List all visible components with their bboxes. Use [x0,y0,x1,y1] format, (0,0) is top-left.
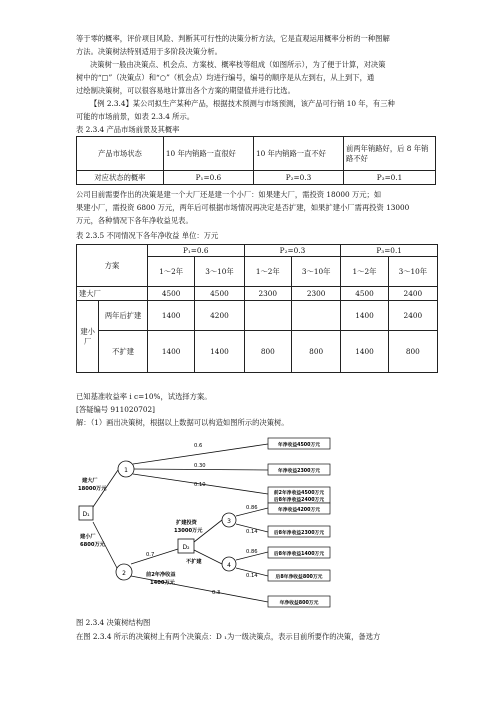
node-label: 3 [227,518,231,525]
table1-caption: 表 2.3.4 产品市场前景及其概率 [76,125,180,134]
table2-cell: 1400 [341,331,388,373]
probability-label: 0.14 [246,529,258,535]
outcome-label: 年净收益2300万元 [277,469,321,474]
table2-cell: 2300 [292,287,341,301]
probability-label: 0.3 [212,590,221,596]
table2-sub-label: 两年后扩建 [99,301,148,331]
table2-cell [292,301,341,331]
table2-prob-header: P₁=0.6 [147,245,244,257]
d2-label: D₂ [182,544,190,551]
branch-label: 建小厂 [80,534,96,540]
paragraph-line: 万元，各种情况下各年净收益见表。 [76,216,193,225]
table1-header-cell: 前两年销路好，后 8 年销路不好 [344,137,436,171]
branch-label: 扩建投资 [176,520,197,526]
table2-cell [244,301,291,331]
table2-sub-label: 不扩建 [99,331,148,373]
table2-prob-header: P₂=0.3 [244,245,341,257]
paragraph-line: 方法。决策树法特别适用于多阶段决策分析。 [76,47,222,56]
table2-cell: 1400 [341,301,388,331]
branch-label: 18000万元 [78,486,107,492]
outcome-label: 年净收益4200万元 [277,508,321,513]
table2-cell: 4500 [341,287,388,301]
probability-label: 0.30 [194,463,206,469]
probability-label: 0.6 [194,443,203,449]
branch-label: 不扩建 [186,559,202,565]
paragraph-line: 可能的市场前景，如表 2.3.4 所示。 [76,112,195,121]
table2-year-header: 3～10年 [388,257,437,287]
node-label: 1 [124,467,128,474]
table2-cell: 1400 [147,331,194,373]
paragraph-line: 树中的“□”（决策点）和“○”（机会点）均进行编号，编号的顺序是从左到右，从上到下，通 [76,73,375,82]
table1-prob-cell: P₂=0.3 [253,171,343,185]
table2-caption: 表 2.3.5 不同情况下各年净收益 单位：万元 [76,231,219,240]
outcome-label: 年净收益4500万元 [277,443,321,448]
d1-label: D₁ [82,511,90,518]
decision-tree-diagram [76,432,376,612]
table2-year-header: 1～2年 [244,257,291,287]
table2-cell: 1400 [195,331,244,373]
probability-label: 0.10 [194,482,206,488]
paragraph-line: 过绘制决策树，可以很容易地计算出各个方案的期望值并进行比选。 [76,86,295,95]
table2-cell: 2400 [388,287,437,301]
outcome-label: 前2年净收益4500万元 [273,491,325,496]
branch-label: 1400万元 [150,580,175,586]
probability-label: 0.7 [146,552,155,558]
table2-prob-header: P₃=0.1 [341,245,438,257]
outcome-label: 后8年净收益2400万元 [273,498,325,503]
figure-caption: 图 2.3.4 决策树结构图 [76,618,151,627]
table2-row-label: 建大厂 [77,287,148,301]
probability-label: 0.86 [246,505,258,511]
table1-header-cell: 10 年内销路一直很好 [163,137,253,171]
paragraph-line: 在图 2.3.4 所示的决策树上有两个决策点：D ₁为一级决策点，表示目前所要作的决策，备选方 [76,632,381,641]
table2-cell: 4500 [195,287,244,301]
paragraph-line: 决策树一般由决策点、机会点、方案枝、概率枝等组成（如图所示），为了便于计算，对决策 [90,60,386,69]
example-heading: 【例 2.3.4】某公司拟生产某种产品，根据技术预测与市场预测，该产品可行销 10 年，有三种 [90,99,395,108]
table2-year-header: 1～2年 [341,257,388,287]
probability-label: 0.14 [246,573,258,579]
table2-cell: 800 [292,331,341,373]
outcome-label: 后8年净收益2300万元 [273,531,325,536]
qa-number: [答疑编号 911020702] [76,405,155,414]
table1-row-label: 对应状态的概率 [77,171,164,185]
outcome-label: 后8年净收益800万元 [275,575,323,580]
probability-label: 0.86 [246,549,258,555]
node-label: 2 [122,570,126,577]
paragraph-line: 公司目前需要作出的决策是建一个大厂还是建一个小厂：如果建大厂，需投资 18000 万元；如 [76,190,382,199]
table2-row-label: 建小厂 [77,301,99,373]
table1-prob-cell: P₃=0.1 [344,171,436,185]
table1-header-cell: 产品市场状态 [77,137,164,171]
paragraph-line: 已知基准收益率 i c=10%，试选择方案。 [76,392,212,401]
table2-cell: 800 [388,331,437,373]
paragraph-line: 解：（1）画出决策树，根据以上数据可以构造如图所示的决策树。 [76,418,289,427]
table2-plan-header: 方案 [77,245,148,287]
table-market-prospects [76,136,436,185]
paragraph-line: 等于零的概率，评价项目风险、判断其可行性的决策分析方法，它是直观运用概率分析的一种图解 [76,34,390,43]
table2-year-header: 3～10年 [292,257,341,287]
table2-cell: 800 [244,331,291,373]
table2-cell: 4500 [147,287,194,301]
outcome-label: 后8年净收益1400万元 [273,552,325,557]
table1-header-cell: 10 年内销路一直不好 [253,137,343,171]
node-label: 4 [227,562,231,569]
table2-year-header: 3～10年 [195,257,244,287]
table1-prob-cell: P₁=0.6 [163,171,253,185]
branch-label: 13000万元 [174,528,203,534]
table2-cell: 2300 [244,287,291,301]
branch-label: 6800万元 [80,542,105,548]
table2-cell: 1400 [147,301,194,331]
table2-cell: 4200 [195,301,244,331]
paragraph-line: 果建小厂，需投资 6800 万元，两年后可根据市场情况再决定是否扩建，如果扩建小厂需再投资 13000 [76,203,410,212]
table-net-income [76,244,438,373]
branch-label: 建大厂 [82,478,98,484]
branch-label: 前2年净收益 [146,572,176,578]
table2-cell: 2400 [388,301,437,331]
outcome-label: 年净收益800万元 [279,601,319,606]
table2-year-header: 1～2年 [147,257,194,287]
